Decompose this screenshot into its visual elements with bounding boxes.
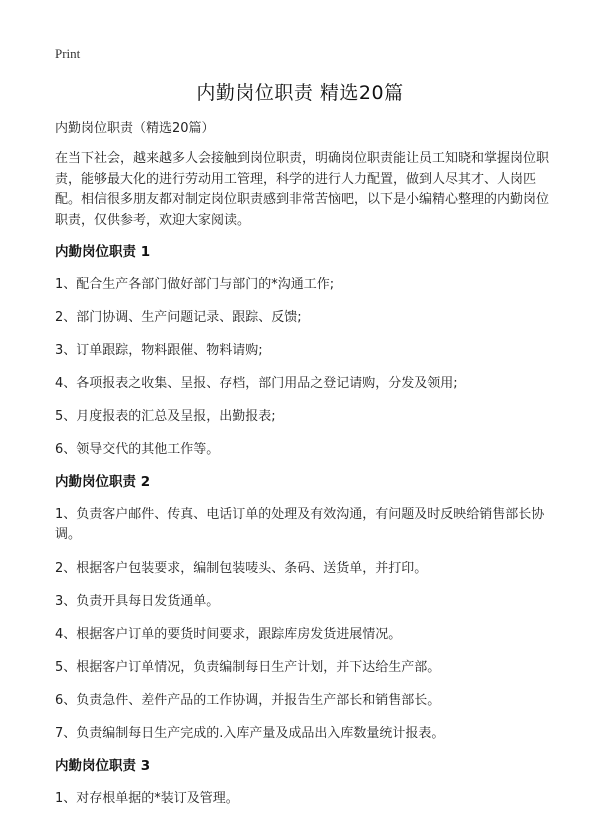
list-item: 1、负责客户邮件、传真、电话订单的处理及有效沟通，有问题及时反映给销售部长协调。 — [55, 507, 545, 542]
list-item: 1、配合生产各部门做好部门与部门的*沟通工作; — [55, 277, 335, 292]
document-body — [55, 120, 550, 822]
section-1 — [55, 243, 550, 459]
list-item: 4、根据客户订单的要货时间要求，跟踪库房发货进展情况。 — [55, 627, 402, 642]
list-item: 3、负责开具每日发货通单。 — [55, 594, 220, 609]
list-item: 6、领导交代的其他工作等。 — [55, 442, 220, 457]
list-item: 2、部门协调、生产问题记录、跟踪、反馈; — [55, 310, 302, 325]
section-3 — [55, 757, 550, 808]
list-item: 3、订单跟踪，物料跟催、物料请购; — [55, 343, 263, 358]
document-subtitle: 内勤岗位职责（精选20篇） — [55, 121, 215, 136]
list-item: 4、各项报表之收集、呈报、存档，部门用品之登记请购，分发及领用; — [55, 376, 458, 391]
list-item: 1、对存根单据的*装订及管理。 — [55, 791, 239, 806]
page-title: 内勤岗位职责 精选20篇 — [196, 82, 404, 104]
list-item: 2、根据客户包装要求，编制包装唛头、条码、送货单，并打印。 — [55, 561, 428, 576]
list-item: 6、负责急件、差件产品的工作协调，并报告生产部长和销售部长。 — [55, 693, 441, 708]
print-label: Print — [55, 46, 81, 61]
list-item: 5、根据客户订单情况，负责编制每日生产计划，并下达给生产部。 — [55, 660, 441, 675]
section-heading: 内勤岗位职责 3 — [55, 758, 151, 774]
section-heading: 内勤岗位职责 1 — [55, 244, 151, 260]
section-heading: 内勤岗位职责 2 — [55, 474, 151, 490]
section-2 — [55, 473, 550, 743]
list-item: 5、月度报表的汇总及呈报，出勤报表; — [55, 409, 276, 424]
intro-paragraph: 在当下社会，越来越多人会接触到岗位职责，明确岗位职责能让员工知晓和掌握岗位职责，能够最大化的进行劳动用工管理，科学的进行人力配置，做到人尽其才、人岗匹配。相信很多朋友都对制定岗位职责感到非常苦恼吧，以下是小编精心整理的内勤岗位职责，仅供参考，欢迎大家阅读。 — [55, 151, 550, 228]
list-item: 7、负责编制每日生产完成的.入库产量及成品出入库数量统计报表。 — [55, 726, 445, 741]
